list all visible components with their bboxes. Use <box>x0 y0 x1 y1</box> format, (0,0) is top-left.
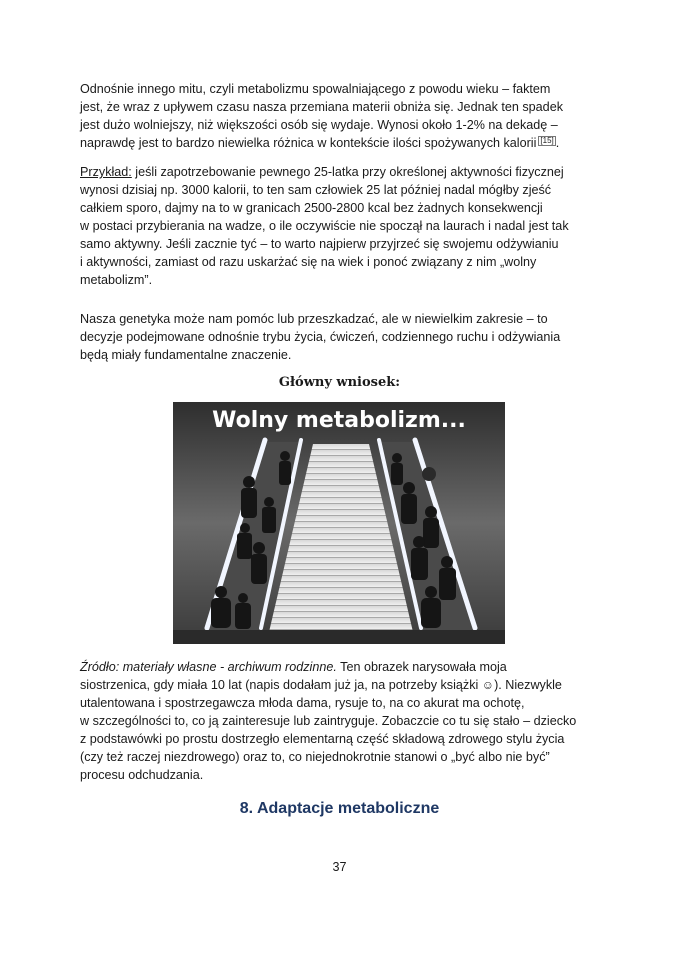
text-line: samo aktywny. Jeśli zacznie tyć – to warto najpierw przyjrzeć się swojemu odżywianiu <box>80 237 559 251</box>
text-segment: naprawdę jest to bardzo niewielka różnica w kontekście ilości spożywanych kalorii <box>80 136 537 150</box>
citation-link[interactable]: [15] <box>540 136 554 145</box>
text-line: wynosi dzisiaj np. 3000 kalorii, to ten sam człowiek 25 lat później nadal mógłby zjeść <box>80 183 552 197</box>
text-line: utalentowana i spostrzegawcza młoda dama, rysuje to, na co akurat ma ochotę, <box>80 696 525 710</box>
text-segment: jeśli zapotrzebowanie pewnego 25-latka przy określonej aktywności fizycznej <box>131 165 564 179</box>
conclusion-heading: Główny wniosek: <box>278 375 401 390</box>
example-label: Przykład: <box>80 165 132 179</box>
text-line: Nasza genetyka może nam pomóc lub przeszkadzać, ale w niewielkim zakresie – to <box>80 312 548 326</box>
text-segment: siostrzenica, gdy miała 10 lat (napis dodałam już ja, na potrzeby książki <box>80 678 482 692</box>
text-line: (czy też raczej niezdrowego) oraz to, co niejednokrotnie stanowi o „być albo nie być” <box>80 750 550 764</box>
paragraph-example <box>80 163 600 289</box>
text-line: i aktywności, zamiast od razu uskarżać się na wiek i ponoć związany z nim „wolny <box>80 255 537 269</box>
source-label: Źródło: materiały własne - archiwum rodzinne. <box>80 660 337 674</box>
text-line: w postaci przybierania na wadze, o ile oczywiście nie spoczął na laurach i nadal jest tak <box>80 219 569 233</box>
page-number: 37 <box>332 860 347 874</box>
text-segment: . <box>555 136 560 150</box>
text-segment: ). Niezwykle <box>494 678 562 692</box>
paragraph-genetics <box>80 310 600 364</box>
text-line <box>80 658 600 676</box>
floor <box>173 630 505 644</box>
text-line: decyzje podejmowane odnośnie trybu życia, ćwiczeń, codziennego ruchu i odżywiania <box>80 330 561 344</box>
escalator-illustration <box>173 402 505 644</box>
text-line: całkiem sporo, dajmy na to w granicach 2500-2800 kcal bez żadnych konsekwencji <box>80 201 543 215</box>
section-heading: 8. Adaptacje metaboliczne <box>239 800 440 817</box>
figure-title: Wolny metabolizm... <box>212 408 466 433</box>
text-line: z podstawówki po prostu dostrzegło elementarną część składową zdrowego stylu życia <box>80 732 565 746</box>
text-line <box>80 676 600 694</box>
paragraph-metabolism-myth <box>80 80 600 152</box>
text-line: jest, że wraz z upływem czasu nasza przemiana materii obniża się. Jednak ten spadek <box>80 100 563 114</box>
text-segment: Ten obrazek narysowała moja <box>336 660 507 674</box>
text-line <box>80 163 600 181</box>
paragraph-source <box>80 658 600 784</box>
text-line: w szczególności to, co ją zainteresuje lub zaintryguje. Zobaczcie co tu się stało – dziecko <box>80 714 577 728</box>
text-line: będą miały fundamentalne znaczenie. <box>80 348 292 362</box>
escalator-drawing <box>173 402 505 644</box>
text-line: jest dużo wolniejszy, niż większości osób się wydaje. Wynosi około 1-2% na dekadę – <box>80 118 558 132</box>
text-line: Odnośnie innego mitu, czyli metabolizmu spowalniającego z powodu wieku – faktem <box>80 82 551 96</box>
text-line-with-citation <box>80 134 600 152</box>
smiley-icon: ☺ <box>481 678 495 692</box>
text-line: metabolizm”. <box>80 273 153 287</box>
text-line: procesu odchudzania. <box>80 768 204 782</box>
